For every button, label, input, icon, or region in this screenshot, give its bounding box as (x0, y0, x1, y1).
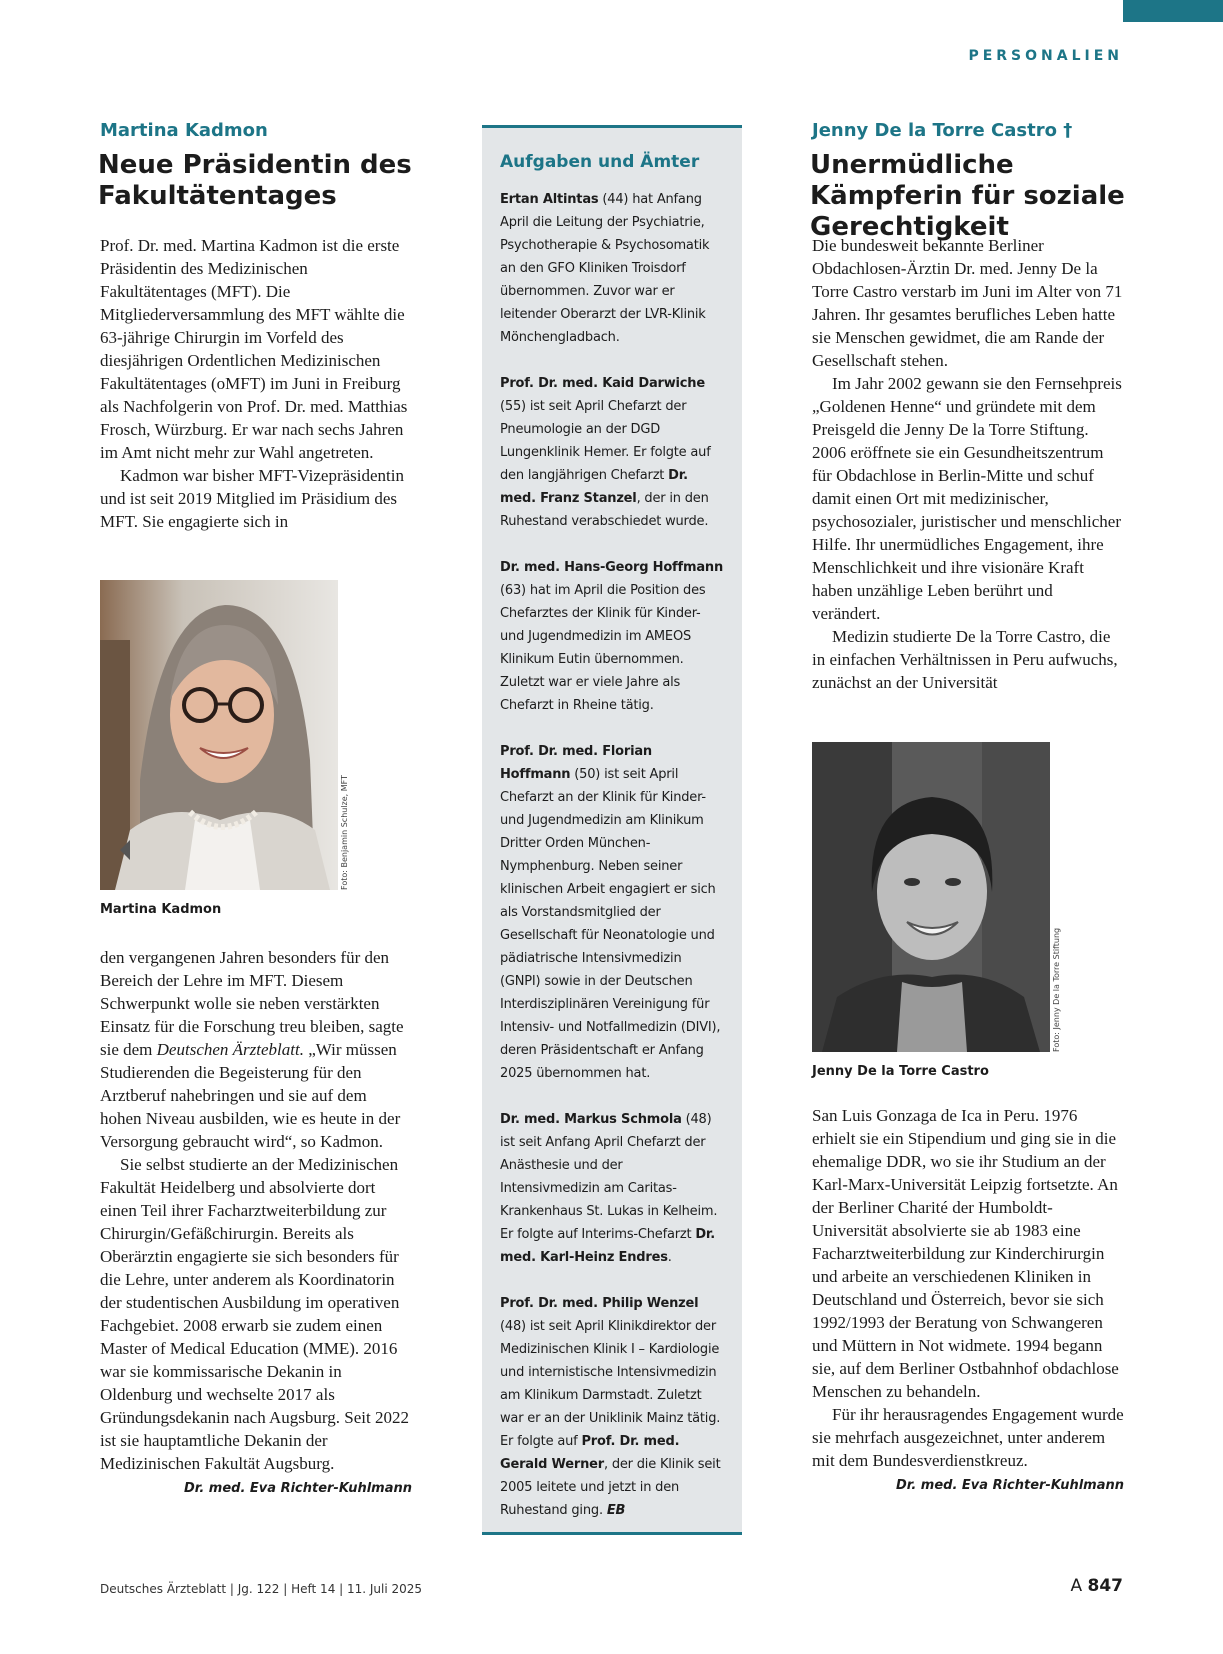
article-body-bottom (100, 946, 412, 1500)
page-number: A 847 (1070, 1576, 1123, 1596)
appointment-entry: Dr. med. Markus Schmola (48) ist seit Anfang April Chefarzt der Anästhesie und der Intensivmedizin am Caritas-Krankenhaus St. Lukas in Kelheim. Er folgte auf Interims-Chefarzt Dr. med. Karl-Heinz Endres. (500, 1112, 718, 1265)
appointment-entry: Prof. Dr. med. Florian Hoffmann (50) ist seit April Chefarzt an der Klinik für Kinder- und Jugendmedizin am Klinikum Dritter Orden München-Nymphenburg. Neben seiner klinischen Arbeit engagiert er sich als Vorstandsmitglied der Gesellschaft für Neonatologie und pädiatrische Intensivmedizin (GNPI) sowie in der Deutschen Interdisziplinären Vereinigung für Intensiv- und Notfallmedizin (DIVI), deren Präsidentschaft er Anfang 2025 übernommen hat. (500, 744, 721, 1081)
section-label: PERSONALIEN (968, 48, 1123, 64)
photo-caption: Martina Kadmon (100, 902, 222, 917)
article-body-bottom (812, 1104, 1124, 1497)
appointment-entry: Prof. Dr. med. Kaid Darwiche (55) ist seit April Chefarzt der Pneumologie an der DGD Lungenklinik Hemer. Er folgte auf den langjährigen Chefarzt Dr. med. Franz Stanzel, der in den Ruhestand verabschiedet wurde. (500, 376, 711, 529)
paragraph: San Luis Gonzaga de Ica in Peru. 1976 erhielt sie ein Stipendium und ging sie in die ehemalige DDR, wo sie ihr Studium an der Karl-Marx-Universität Leipzig fortsetzte. An der Berliner Charité der Humboldt-Universität absolvierte sie ab 1983 eine Facharztweiterbildung zur Kinderchirurgin und arbeite an verschiedenen Kliniken in Deutschland und Österreich, bevor sie sich 1992/1993 der Beratung von Schwangeren und Müttern in Not widmete. 1994 begann sie, auf dem Berliner Ostbahnhof obdachlose Menschen zu behandeln. (812, 1106, 1119, 1401)
article-body-top (100, 234, 412, 533)
journal-citation: Deutsches Ärzteblatt | Jg. 122 | Heft 14 | 11. Juli 2025 (100, 1582, 423, 1596)
publication-name: Deutschen Ärzteblatt. (156, 1040, 304, 1059)
portrait-photo-kadmon (100, 580, 338, 890)
portrait-photo-de-la-torre (812, 742, 1050, 1052)
author-byline: Dr. med. Eva Richter-Kuhlmann (183, 1481, 412, 1496)
paragraph: Sie selbst studierte an der Medizinischen Fakultät Heidelberg und absolvierte dort einen Teil ihrer Facharztweiterbildung zur Chirurgin/Gefäßchirurgin. Bereits als Oberärztin engagierte sie sich besonders für die Lehre, unter anderem als Koordinatorin der studentischen Ausbildung im operativen Fachgebiet. 2008 erwarb sie zudem einen Master of Medical Education (MME). 2016 war sie kommissarische Dekanin in Oldenburg und wechselte 2017 als Gründungsdekanin nach Augsburg. Seit 2022 ist sie hauptamtliche Dekanin der Medizinischen Fakultät Augsburg. Dr. med. Eva Richter-Kuhlmann (100, 1153, 412, 1475)
paragraph: Im Jahr 2002 gewann sie den Fernsehpreis „Goldenen Henne“ und gründete mit dem Preisgeld die Jenny De la Torre Stiftung. 2006 eröffnete sie ein Gesundheitszentrum für Obdachlose in Berlin-Mitte und schuf damit einen Ort mit medizinischer, psychosozialer, juristischer und menschlicher Hilfe. Ihr unermüdliches Engagement, ihre Menschlichkeit und ihre visionäre Kraft haben unzählige Leben berührt und verändert. (812, 374, 1122, 623)
article-kicker: Martina Kadmon (100, 120, 268, 141)
appointment-entry: Ertan Altintas (44) hat Anfang April die Leitung der Psychiatrie, Psychotherapie & Psychosomatik an den GFO Kliniken Troisdorf übernommen. Zuvor war er leitender Oberarzt der LVR-Klinik Mönchengladbach. (500, 192, 710, 345)
photo-credit: Foto: Jenny De la Torre Stiftung (1052, 927, 1061, 1052)
paragraph: Kadmon war bisher MFT-Vizepräsidentin und ist seit 2019 Mitglied im Präsidium des MFT. Sie engagierte sich in (100, 466, 404, 531)
article-headline: Unermüdliche Kämpferin für soziale Gerechtigkeit (810, 150, 1125, 242)
paragraph: den vergangenen Jahren besonders für den Bereich der Lehre im MFT. Diesem Schwerpunkt wolle sie neben verstärkten Einsatz für die Forschung treu bleiben, sagte sie dem Deutschen Ärzteblatt. „Wir müssen Studierenden die Begeisterung für den Arztberuf nahebringen und sie auf dem hohen Niveau ausbilden, wie es heute in der Versorgung gebraucht wird“, so Kadmon. (100, 948, 404, 1151)
appointment-entry: Dr. med. Hans-Georg Hoffmann (63) hat im April die Position des Chefarztes der Klinik für Kinder- und Jugendmedizin im AMEOS Klinikum Eutin übernommen. Zuletzt war er viele Jahre als Chefarzt in Rheine tätig. (500, 560, 723, 713)
paragraph: Prof. Dr. med. Martina Kadmon ist die erste Präsidentin des Medizinischen Fakultätentages (MFT). Die Mitgliederversammlung des MFT wählte die 63-jährige Chirurgin im Vorfeld des diesjährigen Ordentlichen Medizinischen Fakultätentages (oMFT) im Juni in Freiburg als Nachfolgerin von Prof. Dr. med. Matthias Frosch, Würzburg. Er war nach sechs Jahren im Amt nicht mehr zur Wahl angetreten. (100, 236, 408, 462)
photo-caption: Jenny De la Torre Castro (812, 1064, 989, 1079)
author-signature: EB (606, 1503, 626, 1518)
sidebar-appointments (482, 125, 742, 1535)
paragraph: Die bundesweit bekannte Berliner Obdachlosen-Ärztin Dr. med. Jenny De la Torre Castro verstarb im Juni im Alter von 71 Jahren. Ihr gesamtes berufliches Leben hatte sie Menschen gewidmet, die am Rande der Gesellschaft stehen. (812, 236, 1123, 370)
paragraph: Für ihr herausragendes Engagement wurde sie mehrfach ausgezeichnet, unter anderem mit dem Bundesverdienstkreuz. Dr. med. Eva Richter-Kuhlmann (812, 1403, 1124, 1472)
corner-color-tab (1123, 0, 1223, 22)
article-headline: Neue Präsidentin des Fakultätentages (98, 150, 412, 211)
paragraph: Medizin studierte De la Torre Castro, die in einfachen Verhältnissen in Peru aufwuchs, zunächst an der Universität (812, 627, 1118, 692)
author-byline: Dr. med. Eva Richter-Kuhlmann (895, 1478, 1124, 1493)
sidebar-title: Aufgaben und Ämter (500, 152, 700, 172)
photo-credit: Foto: Benjamin Schulze, MFT (340, 774, 349, 890)
appointment-entry: Prof. Dr. med. Philip Wenzel (48) ist seit April Klinikdirektor der Medizinischen Klinik I – Kardiologie und internistische Intensivmedizin am Klinikum Darmstadt. Zuletzt war er an der Uniklinik Mainz tätig. Er folgte auf Prof. Dr. med. Gerald Werner, der die Klinik seit 2005 leitete und jetzt in den Ruhestand ging. EB (500, 1296, 721, 1518)
article-kicker: Jenny De la Torre Castro † (812, 120, 1073, 141)
article-body-top (812, 234, 1124, 694)
